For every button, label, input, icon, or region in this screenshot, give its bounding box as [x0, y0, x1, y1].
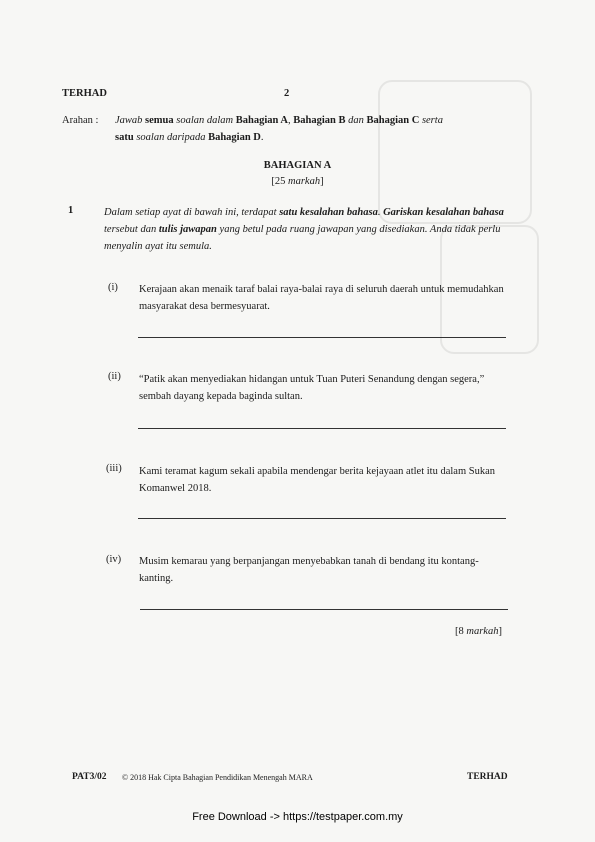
text-run: .: [377, 207, 384, 218]
question-number: 1: [68, 205, 74, 216]
answer-line[interactable]: [138, 518, 506, 519]
total-marks: [455, 626, 502, 637]
item-sentence: Kerajaan akan menaik taraf balai raya-balai raya di seluruh daerah untuk memudahkan masyarakat desa bermesyuarat.: [139, 284, 504, 312]
text-run: Bahagian A: [235, 115, 289, 126]
total-marks-word: markah: [466, 626, 499, 637]
footer-paper-code: PAT3/02: [72, 772, 107, 782]
section-marks-open: [25: [271, 176, 289, 187]
item-number: (iii): [106, 463, 122, 474]
text-run: tulis jawapan: [158, 224, 217, 235]
text-run: Bahagian B: [293, 115, 346, 126]
question-instruction: [104, 204, 514, 255]
instructions-line-2: [62, 129, 532, 146]
answer-line[interactable]: [138, 337, 506, 338]
item-number: (iv): [106, 554, 122, 565]
text-run: tersebut dan: [104, 224, 159, 235]
section-marks: [0, 176, 595, 187]
text-run: soalan daripada: [133, 132, 209, 143]
text-run: Bahagian D: [208, 132, 261, 143]
text-run: Jawab: [115, 115, 146, 126]
answer-line[interactable]: [138, 428, 506, 429]
item-sentence: Kami teramat kagum sekali apabila mendengar berita kejayaan atlet itu dalam Sukan Komanwel 2018.: [139, 466, 495, 494]
text-run: ,: [288, 115, 294, 126]
instructions-label: Arahan :: [62, 115, 99, 126]
section-marks-close: ]: [320, 176, 324, 187]
text-run: yang betul pada ruang jawapan yang disediakan. Anda tidak perlu menyalin ayat itu semula.: [104, 224, 501, 252]
item-sentence: “Patik akan menyediakan hidangan untuk Tuan Puteri Senandung dengan segera,” sembah dayang kepada baginda sultan.: [139, 374, 485, 402]
text-run: .: [260, 132, 264, 143]
text-run: dan: [345, 115, 367, 126]
instructions-line-1: [62, 112, 532, 129]
text-run: Gariskan kesalahan bahasa: [383, 207, 504, 218]
total-marks-open: [8: [455, 626, 467, 637]
footer-copyright: © 2018 Hak Cipta Bahagian Pendidikan Menengah MARA: [122, 773, 313, 782]
text-run: semua: [145, 115, 174, 126]
text-run: soalan dalam: [173, 115, 236, 126]
text-run: Bahagian C: [366, 115, 420, 126]
item-number: (i): [108, 282, 118, 293]
section-marks-word: markah: [288, 176, 321, 187]
text-run: satu: [115, 132, 134, 143]
page-number: 2: [284, 88, 290, 99]
item-sentence: Musim kemarau yang berpanjangan menyebabkan tanah di bendang itu kontang-kanting.: [139, 556, 479, 584]
footer-restricted-label: TERHAD: [467, 772, 508, 782]
item-number: (ii): [108, 371, 121, 382]
section-title: BAHAGIAN A: [263, 160, 332, 171]
total-marks-close: ]: [498, 626, 502, 637]
instructions: [62, 112, 532, 146]
answer-line[interactable]: [140, 609, 508, 610]
instructions-text: [115, 115, 443, 126]
text-run: serta: [419, 115, 443, 126]
download-note: Free Download -> https://testpaper.com.my: [192, 811, 403, 823]
text-run: Dalam setiap ayat di bawah ini, terdapat: [104, 207, 280, 218]
show-through-frame: [378, 80, 532, 224]
header-restricted-label: TERHAD: [62, 88, 107, 99]
text-run: satu kesalahan bahasa: [279, 207, 378, 218]
